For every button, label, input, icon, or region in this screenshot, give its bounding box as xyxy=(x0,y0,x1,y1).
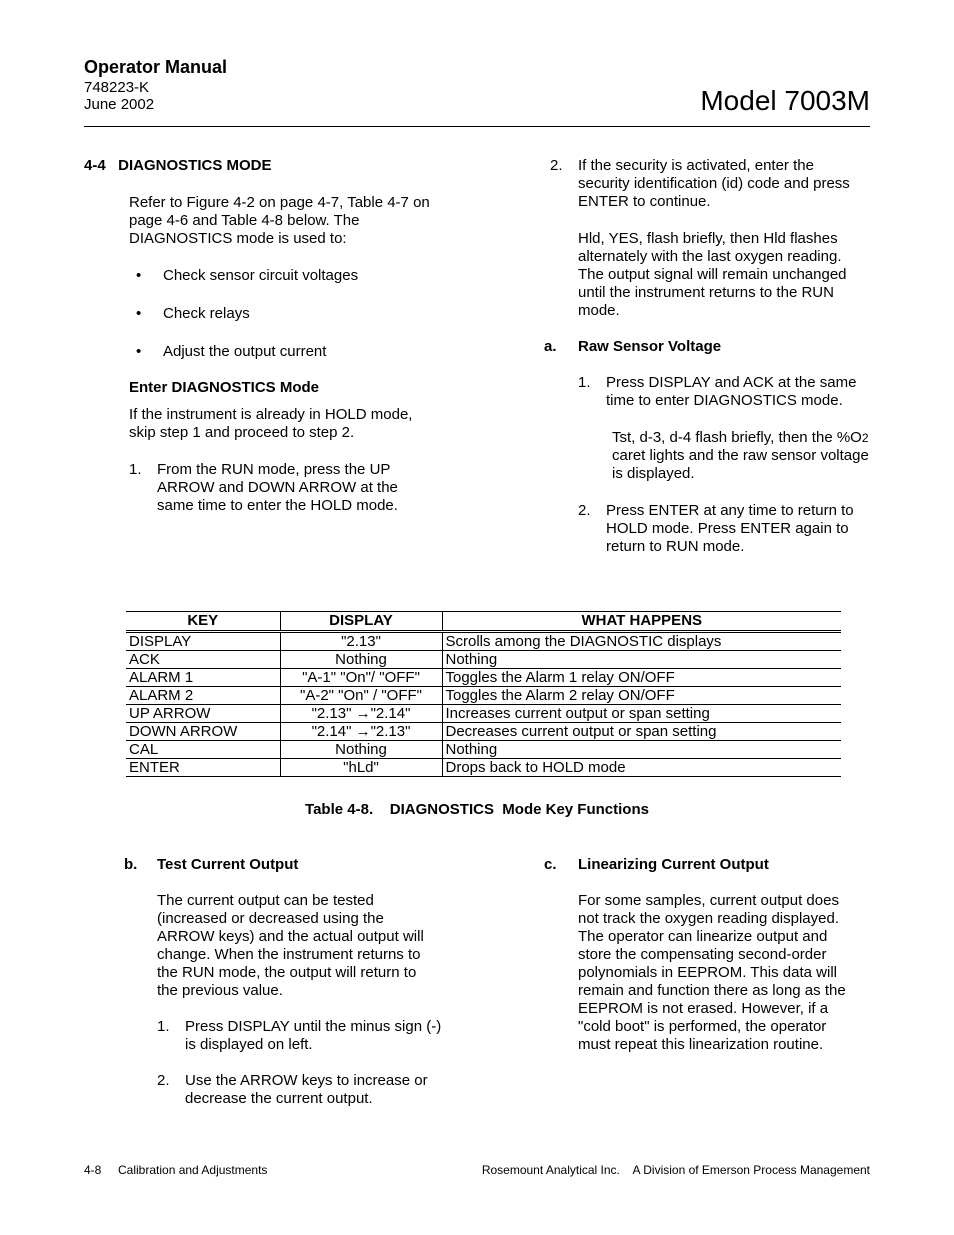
section-heading: 4-4 DIAGNOSTICS MODE xyxy=(84,157,272,174)
key-cell: DOWN ARROW xyxy=(126,723,280,741)
table-caption: Table 4-8. DIAGNOSTICS Mode Key Functions xyxy=(305,801,649,818)
raw-sensor-heading: Raw Sensor Voltage xyxy=(578,338,722,355)
step-number: 1. xyxy=(129,461,142,478)
display-cell: "A-2" "On" / "OFF" xyxy=(280,687,442,705)
footer-left: 4-8 Calibration and Adjustments xyxy=(84,1163,268,1177)
display-cell: Nothing xyxy=(280,651,442,669)
display-cell: "2.14" →"2.13" xyxy=(280,723,442,741)
display-cell: "2.13" →"2.14" xyxy=(280,705,442,723)
raw-sensor-note: Tst, d-3, d-4 flash briefly, then the %O2 caret lights and the raw sensor voltage is displayed. xyxy=(612,429,869,482)
table-row xyxy=(126,759,841,777)
model-name: Model 7003M xyxy=(700,85,870,116)
table-row xyxy=(126,723,841,741)
sub-letter: a. xyxy=(544,338,557,355)
manual-title: Operator Manual xyxy=(84,57,228,77)
header-rule xyxy=(84,126,870,127)
section-intro: Refer to Figure 4-2 on page 4-7, Table 4-7 on page 4-6 and Table 4-8 below. The DIAGNOSTICS mode is used to: xyxy=(129,194,430,247)
action-cell: Decreases current output or span setting xyxy=(442,723,841,741)
action-cell: Increases current output or span setting xyxy=(442,705,841,723)
action-cell: Nothing xyxy=(442,651,841,669)
table-row xyxy=(126,705,841,723)
action-cell: Scrolls among the DIAGNOSTIC displays xyxy=(442,632,841,651)
display-cell: "2.13" xyxy=(280,632,442,651)
test-current-step-2: Use the ARROW keys to increase or decrease the current output. xyxy=(185,1072,428,1107)
table-row xyxy=(126,741,841,759)
table-row xyxy=(126,632,841,651)
action-cell: Nothing xyxy=(442,741,841,759)
bullet-item: • Check relays xyxy=(163,305,250,323)
key-cell: ALARM 2 xyxy=(126,687,280,705)
key-cell: ACK xyxy=(126,651,280,669)
enter-diagnostics-text: If the instrument is already in HOLD mode, skip step 1 and proceed to step 2. xyxy=(129,406,413,441)
sub-letter: c. xyxy=(544,856,557,873)
step-number: 1. xyxy=(578,374,591,391)
column-header-display: DISPLAY xyxy=(280,612,442,632)
step-number: 2. xyxy=(578,502,591,519)
display-cell: "hLd" xyxy=(280,759,442,777)
diagnostics-key-table xyxy=(126,611,841,777)
table-header-row xyxy=(126,612,841,632)
bullet-item: • Check sensor circuit voltages xyxy=(163,267,358,285)
hold-step-2: If the security is activated, enter the security identification (id) code and press ENTER to continue. xyxy=(578,157,850,210)
enter-diagnostics-heading: Enter DIAGNOSTICS Mode xyxy=(129,379,320,396)
table-row xyxy=(126,687,841,705)
step-number: 2. xyxy=(157,1072,170,1089)
footer-right: Rosemount Analytical Inc. A Division of Emerson Process Management xyxy=(481,1163,870,1177)
step-number: 2. xyxy=(550,157,563,174)
sub-letter: b. xyxy=(124,856,138,873)
raw-sensor-step-2: Press ENTER at any time to return to HOLD mode. Press ENTER again to return to RUN mode. xyxy=(606,502,854,555)
key-cell: ALARM 1 xyxy=(126,669,280,687)
action-cell: Toggles the Alarm 1 relay ON/OFF xyxy=(442,669,841,687)
linearizing-heading: Linearizing Current Output xyxy=(578,856,769,873)
display-cell: Nothing xyxy=(280,741,442,759)
table-row xyxy=(126,669,841,687)
action-cell: Toggles the Alarm 2 relay ON/OFF xyxy=(442,687,841,705)
hold-step-1: From the RUN mode, press the UP ARROW and DOWN ARROW at the same time to enter the HOLD mode. xyxy=(157,461,398,514)
key-cell: UP ARROW xyxy=(126,705,280,723)
doc-date: June 2002 xyxy=(84,96,155,113)
raw-sensor-step-1: Press DISPLAY and ACK at the same time to enter DIAGNOSTICS mode. xyxy=(606,374,857,409)
column-header-what-happens: WHAT HAPPENS xyxy=(442,612,841,632)
key-cell: CAL xyxy=(126,741,280,759)
display-cell: "A-1" "On"/ "OFF" xyxy=(280,669,442,687)
step-number: 1. xyxy=(157,1018,170,1035)
bullet-item: • Adjust the output current xyxy=(163,343,326,361)
test-current-heading: Test Current Output xyxy=(157,856,299,873)
table-row xyxy=(126,651,841,669)
linearizing-text: For some samples, current output does not track the oxygen reading displayed. The operator can linearize output and store the compensating second-order polynomials in EEPROM. This data will remain and function there as long as the EEPROM is not erased. However, if a "cold boot" is performed, the operator must repeat this linearization routine. xyxy=(578,892,846,1053)
hold-step-2-note: Hld, YES, flash briefly, then Hld flashes alternately with the last oxygen reading. The output signal will remain unchanged until the instrument returns to the RUN mode. xyxy=(578,230,847,319)
key-cell: DISPLAY xyxy=(126,632,280,651)
key-cell: ENTER xyxy=(126,759,280,777)
doc-number: 748223-K xyxy=(84,79,150,96)
column-header-key: KEY xyxy=(126,612,280,632)
test-current-text: The current output can be tested (increased or decreased using the ARROW keys) and the actual output will change. When the instrument returns to the RUN mode, the output will return to the previous value. xyxy=(157,892,424,999)
action-cell: Drops back to HOLD mode xyxy=(442,759,841,777)
test-current-step-1: Press DISPLAY until the minus sign (-) is displayed on left. xyxy=(185,1018,442,1053)
